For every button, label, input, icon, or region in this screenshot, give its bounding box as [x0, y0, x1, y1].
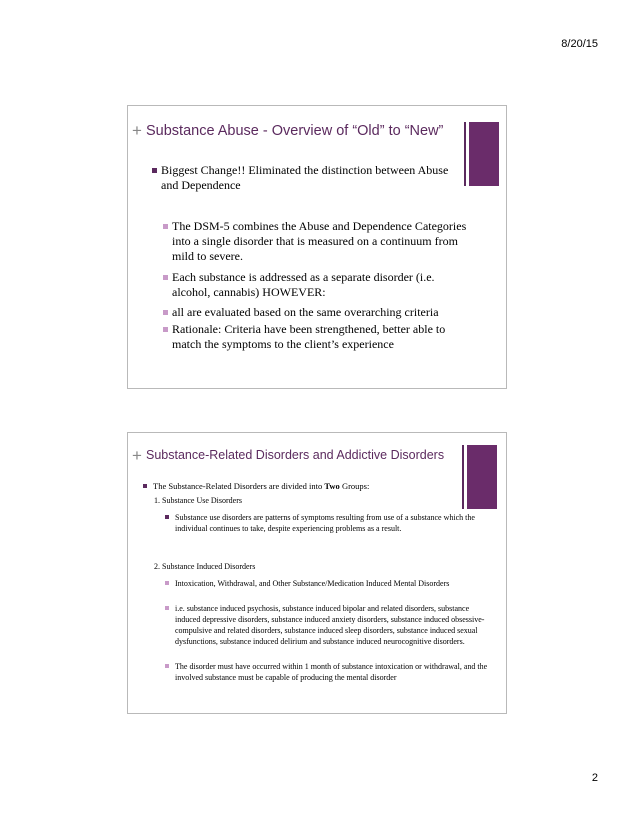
accent-bar [469, 122, 499, 186]
sub-bullet [163, 219, 472, 264]
main-bullet-text: Biggest Change!! Eliminated the distinction between Abuse and Dependence [161, 163, 449, 192]
intro-bullet [143, 481, 483, 492]
accent-line [462, 445, 464, 509]
intro-bold-text: Two [324, 481, 340, 491]
slide-2 [127, 432, 507, 714]
sub-bullet [163, 270, 472, 300]
group-2-bullet [165, 578, 495, 589]
group-2-bullet-text: Intoxication, Withdrawal, and Other Substance/Medication Induced Mental Disorders [175, 579, 450, 588]
square-bullet-icon [165, 664, 169, 668]
intro-text: The Substance-Related Disorders are divided into [153, 481, 325, 491]
square-bullet-icon [152, 168, 157, 173]
group-2-bullet [165, 661, 495, 683]
square-bullet-icon [165, 606, 169, 610]
square-bullet-icon [165, 581, 169, 585]
document-date: 8/20/15 [561, 38, 598, 50]
group-2-heading: 2. Substance Induced Disorders [154, 562, 256, 571]
plus-icon: + [132, 121, 142, 140]
plus-icon: + [132, 446, 142, 465]
accent-bar [467, 445, 497, 509]
square-bullet-icon [143, 484, 147, 488]
group-1-bullet-text: Substance use disorders are patterns of symptoms resulting from use of a substance which the individual continues to take, despite experiencing problems as a result. [175, 513, 475, 533]
sub-bullet [163, 322, 472, 352]
sub-bullet [163, 305, 472, 320]
group-2-bullet-text: The disorder must have occurred within 1 month of substance intoxication or withdrawal, and the involved substance must be capable of producing the mental disorder [175, 662, 488, 682]
sub-bullet-text: The DSM-5 combines the Abuse and Dependence Categories into a single disorder that is measured on a continuum from mild to severe. [172, 219, 467, 263]
slide-1-title: Substance Abuse - Overview of “Old” to “New” [146, 123, 444, 139]
slide-2-title: Substance-Related Disorders and Addictive Disorders [146, 448, 445, 462]
square-bullet-icon [163, 310, 168, 315]
page-number: 2 [591, 772, 598, 784]
group-1-heading: 1. Substance Use Disorders [154, 496, 242, 505]
slide-1 [127, 105, 507, 389]
square-bullet-icon [163, 275, 168, 280]
intro-suffix-text: Groups: [339, 481, 370, 491]
square-bullet-icon [163, 327, 168, 332]
square-bullet-icon [165, 515, 169, 519]
sub-bullet-text: all are evaluated based on the same overarching criteria [172, 305, 439, 319]
sub-bullet-text: Each substance is addressed as a separate disorder (i.e. alcohol, cannabis) HOWEVER: [172, 270, 435, 299]
group-2-bullet [165, 603, 495, 647]
accent-line [464, 122, 466, 186]
group-1-bullet [165, 512, 495, 534]
main-bullet [152, 163, 461, 193]
sub-bullet-text: Rationale: Criteria have been strengthened, better able to match the symptoms to the client’s experience [172, 322, 446, 351]
group-2-bullet-text: i.e. substance induced psychosis, substance induced bipolar and related disorders, substance induced depressive disorders, substance induced anxiety disorders, substance induced obsessive-compulsive and related disorders, substance induced sleep disorders, substance induced sexual dysfunctions, substance induced delirium and substance induced neurocognitive disorders. [175, 604, 485, 646]
square-bullet-icon [163, 224, 168, 229]
